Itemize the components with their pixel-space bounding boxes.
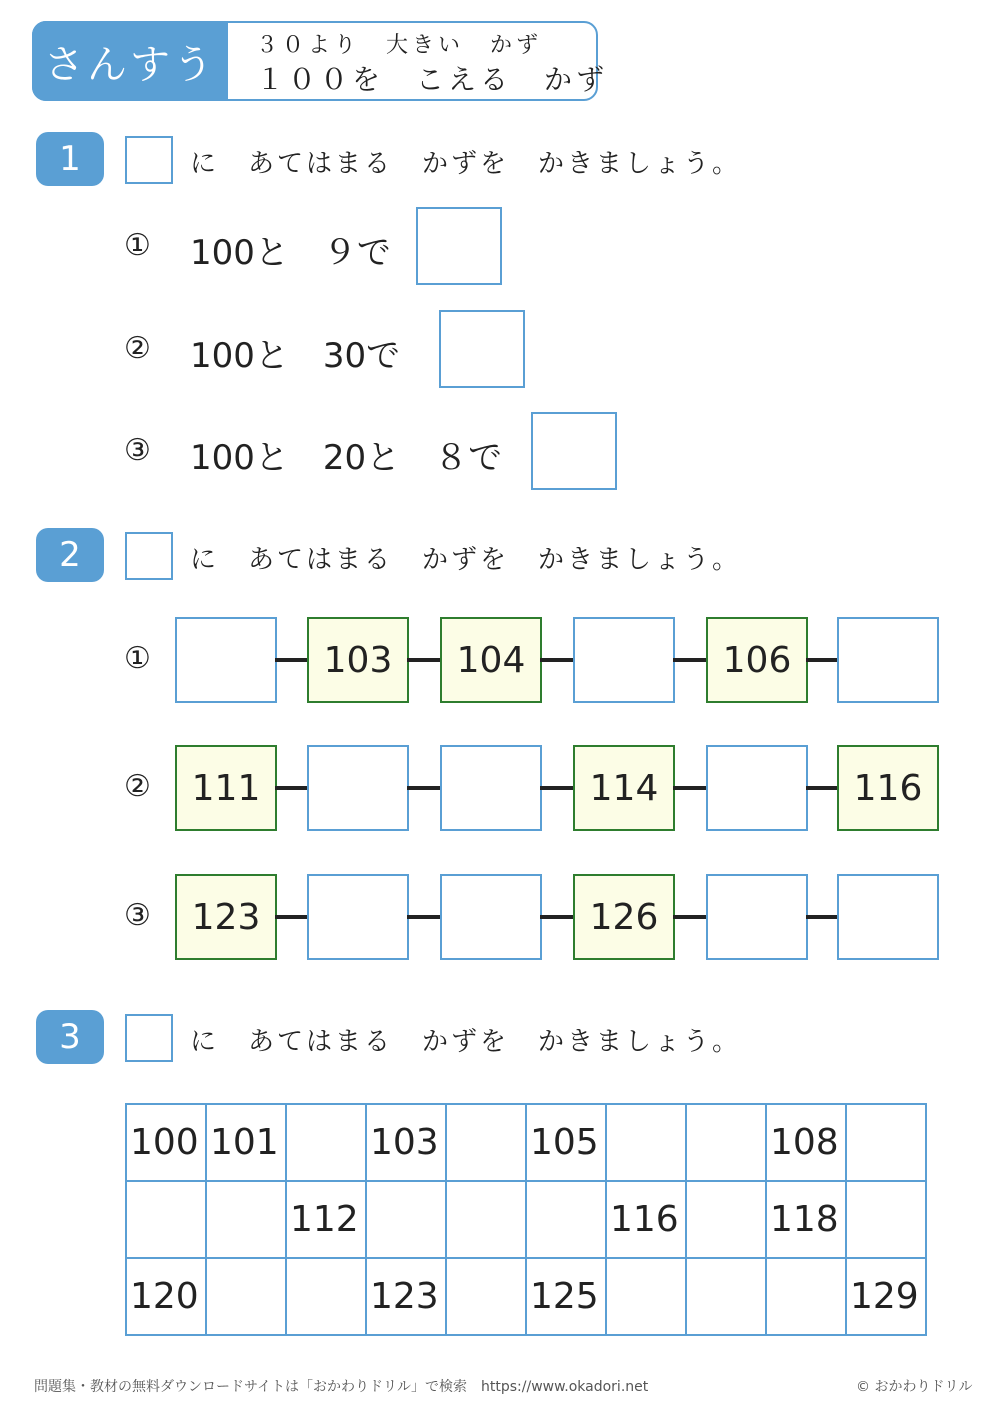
header-subtitle: ３０より 大きい かず <box>256 33 543 58</box>
grid-row <box>126 1258 926 1335</box>
section-3-sample-box <box>125 1014 173 1062</box>
chain-connector <box>407 786 442 790</box>
number-grid <box>125 1103 927 1336</box>
chain-answer-box[interactable] <box>307 874 409 960</box>
section-1-badge: 1 <box>36 132 104 186</box>
grid-cell-number: 129 <box>846 1258 926 1335</box>
chain-number-box: 111 <box>175 745 277 831</box>
chain-connector <box>275 786 309 790</box>
grid-cell-number: 123 <box>366 1258 446 1335</box>
chain-answer-box[interactable] <box>706 745 808 831</box>
chain-connector <box>673 915 708 919</box>
grid-cell-blank[interactable] <box>766 1258 846 1335</box>
grid-row <box>126 1181 926 1258</box>
chain-answer-box[interactable] <box>837 874 939 960</box>
chain-connector <box>806 786 839 790</box>
s1-item-2-number: ② <box>124 331 151 366</box>
grid-cell-blank[interactable] <box>446 1104 526 1181</box>
chain-connector <box>673 786 708 790</box>
chain-connector <box>540 658 575 662</box>
grid-cell-blank[interactable] <box>686 1104 766 1181</box>
section-1-instruction: に あてはまる かずを かきましょう。 <box>190 149 742 179</box>
header-title: １００を こえる かず <box>256 63 609 96</box>
grid-cell-blank[interactable] <box>686 1181 766 1258</box>
chain-connector <box>806 658 839 662</box>
grid-cell-blank[interactable] <box>286 1258 366 1335</box>
section-3-instruction: に あてはまる かずを かきましょう。 <box>190 1027 742 1057</box>
chain-connector <box>275 915 309 919</box>
chain-connector <box>407 658 442 662</box>
section-2-badge: 2 <box>36 528 104 582</box>
chain-number-box: 116 <box>837 745 939 831</box>
s1-item-1-text: 100と ９で <box>190 233 391 273</box>
chain-connector <box>407 915 442 919</box>
footer-site-note: 問題集・教材の無料ダウンロードサイトは「おかわりドリル」で検索 https://www.okadori.net <box>34 1379 649 1395</box>
grid-cell-number: 116 <box>606 1181 686 1258</box>
subject-label: さんすう <box>32 21 228 101</box>
chain-connector <box>806 915 839 919</box>
chain-answer-box[interactable] <box>440 745 542 831</box>
chain-number-box: 106 <box>706 617 808 703</box>
grid-cell-blank[interactable] <box>446 1258 526 1335</box>
chain-answer-box[interactable] <box>837 617 939 703</box>
grid-cell-blank[interactable] <box>126 1181 206 1258</box>
chain-connector <box>275 658 309 662</box>
s1-item-1-answer-box[interactable] <box>416 207 502 285</box>
s1-item-3-answer-box[interactable] <box>531 412 617 490</box>
grid-cell-number: 125 <box>526 1258 606 1335</box>
chain-number-box: 126 <box>573 874 675 960</box>
chain-number-box: 123 <box>175 874 277 960</box>
s1-item-3-number: ③ <box>124 433 151 468</box>
grid-cell-number: 108 <box>766 1104 846 1181</box>
grid-cell-blank[interactable] <box>846 1104 926 1181</box>
chain-connector <box>540 786 575 790</box>
grid-cell-number: 105 <box>526 1104 606 1181</box>
grid-row <box>126 1104 926 1181</box>
grid-cell-blank[interactable] <box>686 1258 766 1335</box>
grid-cell-blank[interactable] <box>446 1181 526 1258</box>
chain-number-box: 103 <box>307 617 409 703</box>
chain-answer-box[interactable] <box>175 617 277 703</box>
s1-item-2-answer-box[interactable] <box>439 310 525 388</box>
grid-cell-blank[interactable] <box>606 1104 686 1181</box>
grid-cell-number: 118 <box>766 1181 846 1258</box>
s2-row-3-number: ③ <box>124 898 151 933</box>
grid-cell-number: 101 <box>206 1104 286 1181</box>
s2-row-1-number: ① <box>124 641 151 676</box>
grid-cell-number: 100 <box>126 1104 206 1181</box>
grid-cell-number: 112 <box>286 1181 366 1258</box>
grid-cell-blank[interactable] <box>286 1104 366 1181</box>
chain-number-box: 114 <box>573 745 675 831</box>
grid-cell-number: 120 <box>126 1258 206 1335</box>
chain-answer-box[interactable] <box>706 874 808 960</box>
chain-answer-box[interactable] <box>573 617 675 703</box>
grid-cell-number: 103 <box>366 1104 446 1181</box>
grid-cell-blank[interactable] <box>206 1258 286 1335</box>
section-2-instruction: に あてはまる かずを かきましょう。 <box>190 545 742 575</box>
grid-cell-blank[interactable] <box>206 1181 286 1258</box>
grid-cell-blank[interactable] <box>606 1258 686 1335</box>
footer-copyright: © おかわりドリル <box>856 1379 973 1395</box>
s1-item-1-number: ① <box>124 228 151 263</box>
section-2-sample-box <box>125 532 173 580</box>
grid-cell-blank[interactable] <box>526 1181 606 1258</box>
grid-cell-blank[interactable] <box>366 1181 446 1258</box>
section-1-sample-box <box>125 136 173 184</box>
section-3-badge: 3 <box>36 1010 104 1064</box>
chain-connector <box>540 915 575 919</box>
grid-cell-blank[interactable] <box>846 1181 926 1258</box>
chain-answer-box[interactable] <box>440 874 542 960</box>
chain-connector <box>673 658 708 662</box>
s1-item-2-text: 100と 30で <box>190 336 401 376</box>
chain-number-box: 104 <box>440 617 542 703</box>
chain-answer-box[interactable] <box>307 745 409 831</box>
s1-item-3-text: 100と 20と ８で <box>190 438 503 478</box>
s2-row-2-number: ② <box>124 769 151 804</box>
